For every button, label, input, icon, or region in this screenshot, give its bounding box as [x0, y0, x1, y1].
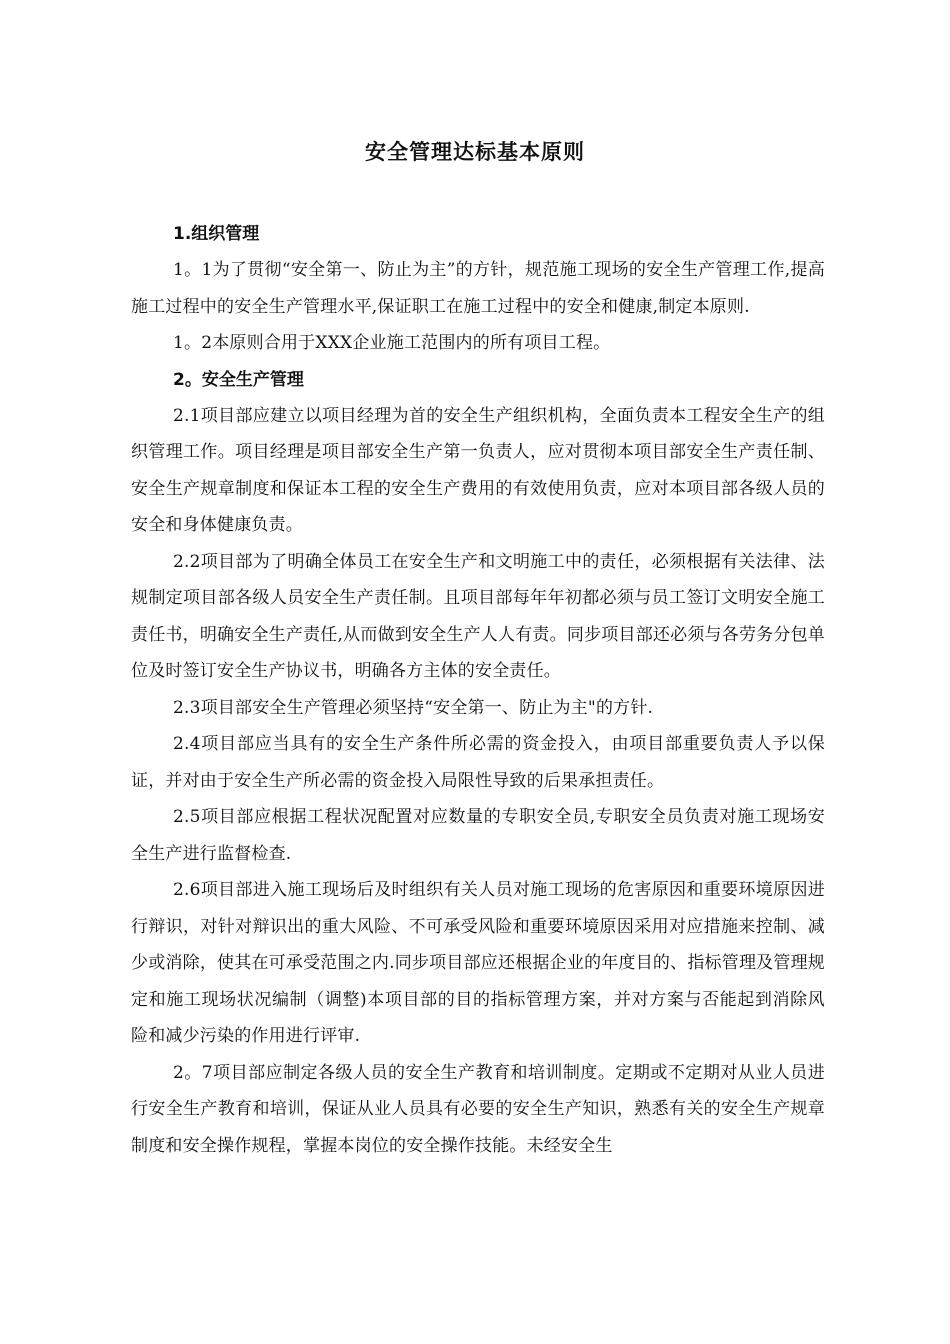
document-body [131, 216, 825, 1164]
paragraph: 1。1为了贯彻“安全第一、防止为主”的方针，规范施工现场的安全生产管理工作,提高施工过程中的安全生产管理水平,保证职工在施工过程中的安全和健康,制定本原则. [131, 260, 825, 317]
section-heading: 1.组织管理 [173, 224, 260, 244]
paragraph: 2.2项目部为了明确全体员工在安全生产和文明施工中的责任，必须根据有关法律、法规制定项目部各级人员安全生产责任制。且项目部每年年初都必须与员工签订文明安全施工责任书，明确安全生产责任,从而做到安全生产人人有责。同步项目部还必须与各劳务分包单位及时签订安全生产协议书，明确各方主体的安全责任。 [131, 551, 825, 681]
document-title: 安全管理达标基本原则 [365, 140, 585, 164]
paragraph: 2.5项目部应根据工程状况配置对应数量的专职安全员,专职安全员负责对施工现场安全生产进行监督检查. [131, 807, 825, 864]
paragraph: 2.1项目部应建立以项目经理为首的安全生产组织机构，全面负责本工程安全生产的组织管理工作。项目经理是项目部安全生产第一负责人，应对贯彻本项目部安全生产责任制、安全生产规章制度和保证本工程的安全生产费用的有效使用负责，应对本项目部各级人员的安全和身体健康负责。 [131, 405, 825, 535]
paragraph: 2.4项目部应当具有的安全生产条件所必需的资金投入，由项目部重要负责人予以保证，并对由于安全生产所必需的资金投入局限性导致的后果承担责任。 [131, 734, 825, 791]
section-heading: 2。安全生产管理 [173, 369, 304, 390]
paragraph: 2.3项目部安全生产管理必须坚持“安全第一、防止为主"的方针. [173, 697, 654, 718]
paragraph: 2。7项目部应制定各级人员的安全生产教育和培训制度。定期或不定期对从业人员进行安全生产教育和培训，保证从业人员具有必要的安全生产知识，熟悉有关的安全生产规章制度和安全操作规程，掌握本岗位的安全操作技能。未经安全生 [131, 1062, 825, 1156]
paragraph: 2.6项目部进入施工现场后及时组织有关人员对施工现场的危害原因和重要环境原因进行辩识，对针对辩识出的重大风险、不可承受风险和重要环境原因采用对应措施来控制、减少或消除，使其在可承受范围之内.同步项目部应还根据企业的年度目的、指标管理及管理规定和施工现场状况编制（调整)本项目部的目的指标管理方案，并对方案与否能起到消除风险和减少污染的作用进行评审. [131, 880, 825, 1046]
paragraph: 1。2本原则合用于XXX企业施工范围内的所有项目工程。 [173, 333, 611, 353]
